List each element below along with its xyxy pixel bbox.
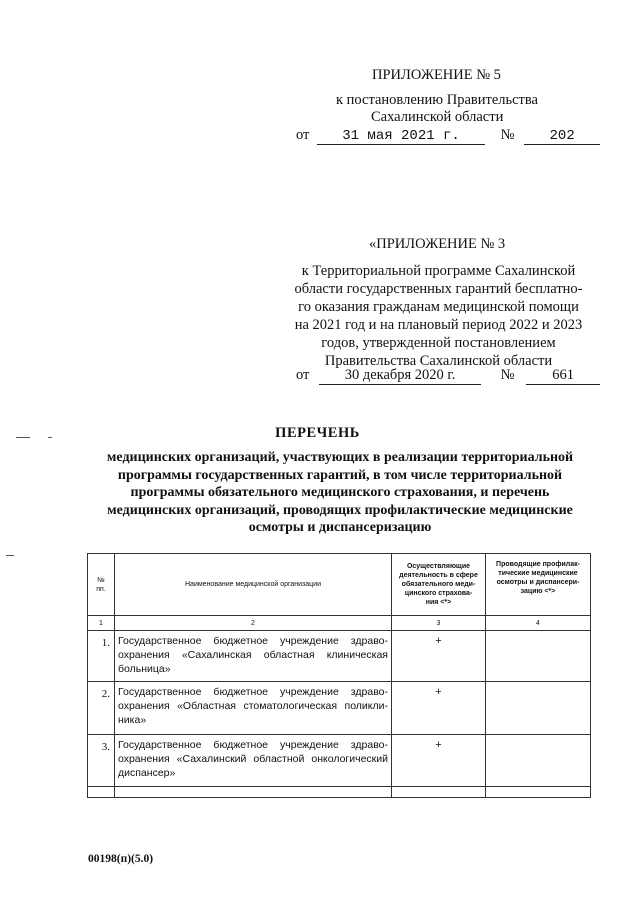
column-number: 4	[486, 616, 591, 631]
appendix3-line: го оказания гражданам медицинской помощи	[298, 299, 579, 315]
header-name: Наименование медицинской организации	[115, 554, 392, 616]
header-num	[88, 554, 115, 616]
organization-name: Государственное бюджетное учреждение здраво-охранения «Сахалинский областной онкологический диспансер»	[115, 735, 392, 787]
prof-mark	[486, 631, 591, 682]
appendix3-text	[286, 262, 591, 370]
header-oms-line: обязательного меди-	[401, 581, 476, 588]
prof-mark	[486, 682, 591, 735]
header-prof-line: Проводящие профилак-	[496, 561, 580, 568]
table-header-row	[88, 554, 591, 616]
appendix3-from-label: от	[296, 367, 310, 383]
organizations-table	[87, 553, 591, 798]
table-row	[88, 631, 591, 682]
appendix3-line: годов, утвержденной постановлением	[321, 335, 556, 351]
column-number: 1	[88, 616, 115, 631]
document-subtitle	[80, 449, 600, 537]
header-prof-line: зацию <*>	[520, 588, 556, 595]
header-oms-line: деятельность в сфере	[399, 572, 478, 579]
appendix5-number-label: №	[500, 127, 515, 143]
appendix3-line: к Территориальной программе Сахалинской	[301, 263, 576, 279]
header-oms-line: цинского страхова-	[404, 590, 473, 597]
header-prof-line: осмотры и диспансери-	[496, 579, 580, 586]
column-number: 2	[115, 616, 392, 631]
table-row	[88, 682, 591, 735]
appendix5-line1: к постановлению Правительства	[336, 92, 538, 108]
appendix3-number: 661	[526, 367, 600, 385]
appendix3-title: «ПРИЛОЖЕНИЕ № 3	[369, 236, 506, 252]
appendix3-line: Правительства Сахалинской области	[324, 353, 553, 369]
table-bottom-row	[88, 787, 591, 798]
header-num-line: пп.	[96, 585, 106, 593]
appendix5-number: 202	[524, 128, 600, 145]
empty-cell	[88, 787, 115, 798]
row-number: 2.	[88, 682, 115, 735]
oms-mark: +	[392, 682, 486, 735]
prof-mark	[486, 735, 591, 787]
scan-speck	[48, 437, 52, 438]
appendix3-date: 30 декабря 2020 г.	[319, 367, 481, 385]
row-number: 1.	[88, 631, 115, 682]
subtitle-line: программы обязательного медицинского страхования, и перечень	[130, 485, 550, 500]
header-num-line: №	[97, 576, 105, 584]
appendix5-date-row	[296, 127, 600, 145]
document-title: ПЕРЕЧЕНЬ	[275, 425, 360, 441]
appendix3-number-label: №	[500, 367, 515, 383]
footer-code: 00198(п)(5.0)	[88, 853, 154, 865]
column-numbers-row	[88, 616, 591, 631]
header-oms-line: Осуществляющие	[406, 563, 471, 570]
subtitle-line: медицинских организаций, участвующих в реализации территориальной	[106, 450, 574, 465]
header-oms	[392, 554, 486, 616]
subtitle-line: осмотры и диспансеризацию	[248, 520, 432, 535]
appendix3-line: области государственных гарантий бесплатно-	[294, 281, 583, 297]
organization-name: Государственное бюджетное учреждение здраво-охранения «Областная стоматологическая поликли-ника»	[115, 682, 392, 735]
row-number: 3.	[88, 735, 115, 787]
organization-name: Государственное бюджетное учреждение здраво-охранения «Сахалинская областная клиническая больница»	[115, 631, 392, 682]
appendix5-title: ПРИЛОЖЕНИЕ № 5	[372, 67, 501, 83]
empty-cell	[392, 787, 486, 798]
scan-speck	[6, 555, 14, 556]
appendix5-from-label: от	[296, 127, 310, 143]
column-number: 3	[392, 616, 486, 631]
header-prof	[486, 554, 591, 616]
appendix3-line: на 2021 год и на плановый период 2022 и 2023	[294, 317, 583, 333]
empty-cell	[115, 787, 392, 798]
appendix3-date-row	[296, 367, 600, 385]
subtitle-line: медицинских организаций, проводящих профилактические медицинские	[107, 502, 573, 518]
header-prof-line: тические медицинские	[498, 570, 578, 577]
subtitle-line: программы государственных гарантий, в том числе территориальной	[117, 467, 563, 483]
oms-mark: +	[392, 631, 486, 682]
empty-cell	[486, 787, 591, 798]
oms-mark: +	[392, 735, 486, 787]
header-oms-line: ния <*>	[425, 599, 452, 606]
table-row	[88, 735, 591, 787]
appendix5-line2: Сахалинской области	[371, 109, 504, 125]
scan-speck	[16, 437, 30, 438]
appendix5-date: 31 мая 2021 г.	[317, 128, 485, 145]
